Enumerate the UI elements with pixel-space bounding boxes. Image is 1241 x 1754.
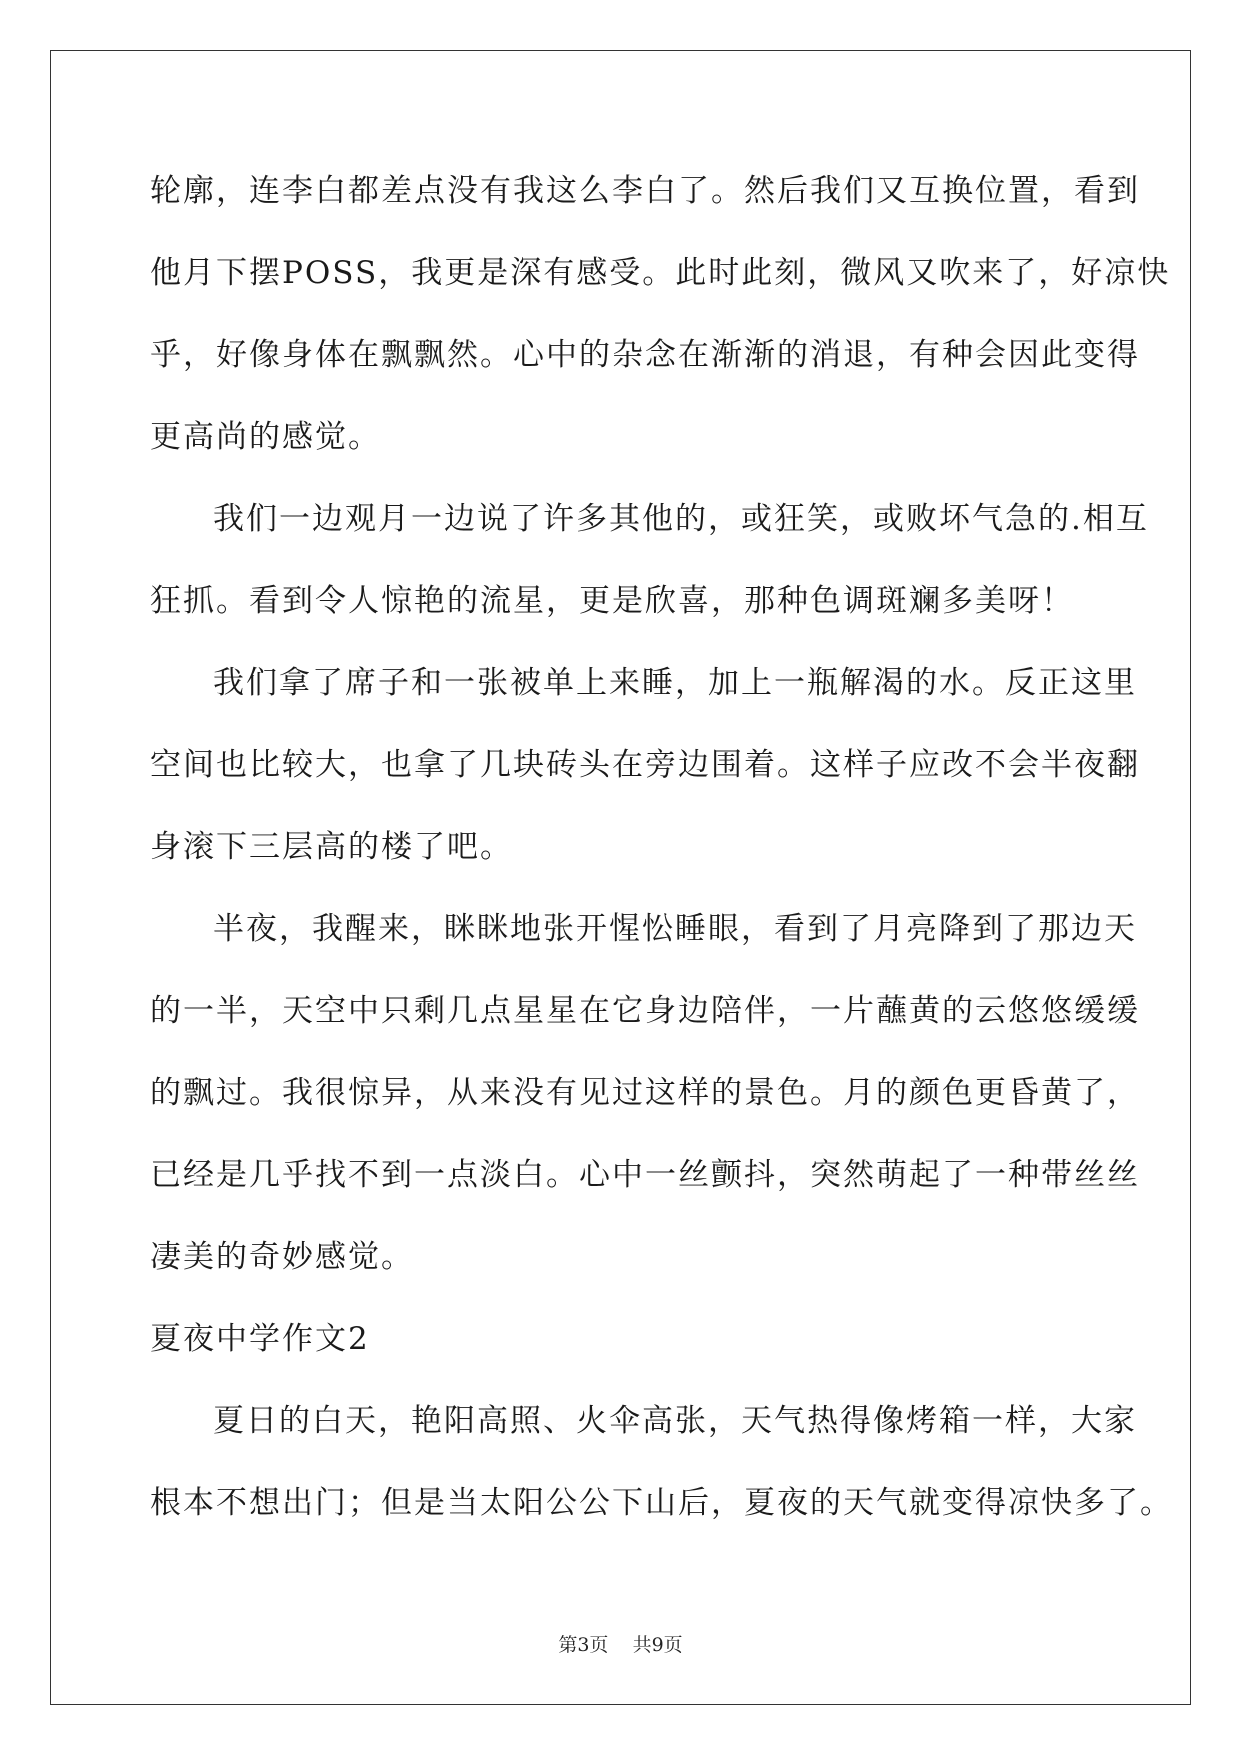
paragraph-line: 夏日的白天，艳阳高照、火伞高张，天气热得像烤箱一样，大家 [213,1403,1137,1439]
page-total: 共9页 [632,1634,683,1656]
paragraph-line: 身滚下三层高的楼了吧。 [150,829,513,865]
paragraph-line: 空间也比较大，也拿了几块砖头在旁边围着。这样子应改不会半夜翻 [150,747,1140,783]
page-footer [0,1630,1241,1657]
section-heading: 夏夜中学作文2 [150,1321,370,1357]
document-body [150,150,1173,1544]
paragraph-line: 更高尚的感觉。 [150,419,381,455]
paragraph-line: 我们一边观月一边说了许多其他的，或狂笑，或败坏气急的.相互 [213,501,1149,537]
paragraph-line: 半夜，我醒来，眯眯地张开惺忪睡眼，看到了月亮降到了那边天 [213,911,1137,947]
paragraph-line: 他月下摆POSS，我更是深有感受。此时此刻，微风又吹来了，好凉快 [150,255,1171,291]
paragraph-line: 凄美的奇妙感觉。 [150,1239,414,1275]
paragraph-line: 狂抓。看到令人惊艳的流星，更是欣喜，那种色调斑斓多美呀！ [150,583,1074,619]
paragraph-line: 乎，好像身体在飘飘然。心中的杂念在渐渐的消退，有种会因此变得 [150,337,1140,373]
paragraph-line: 我们拿了席子和一张被单上来睡，加上一瓶解渴的水。反正这里 [213,665,1137,701]
paragraph-line: 已经是几乎找不到一点淡白。心中一丝颤抖，突然萌起了一种带丝丝 [150,1157,1140,1193]
paragraph-line: 的一半，天空中只剩几点星星在它身边陪伴，一片蘸黄的云悠悠缓缓 [150,993,1140,1029]
paragraph-line: 根本不想出门；但是当太阳公公下山后，夏夜的天气就变得凉快多了。 [150,1485,1173,1521]
page-number: 第3页 [558,1634,609,1656]
paragraph-line: 的飘过。我很惊异，从来没有见过这样的景色。月的颜色更昏黄了， [150,1075,1140,1111]
paragraph-line: 轮廓，连李白都差点没有我这么李白了。然后我们又互换位置，看到 [150,173,1140,209]
